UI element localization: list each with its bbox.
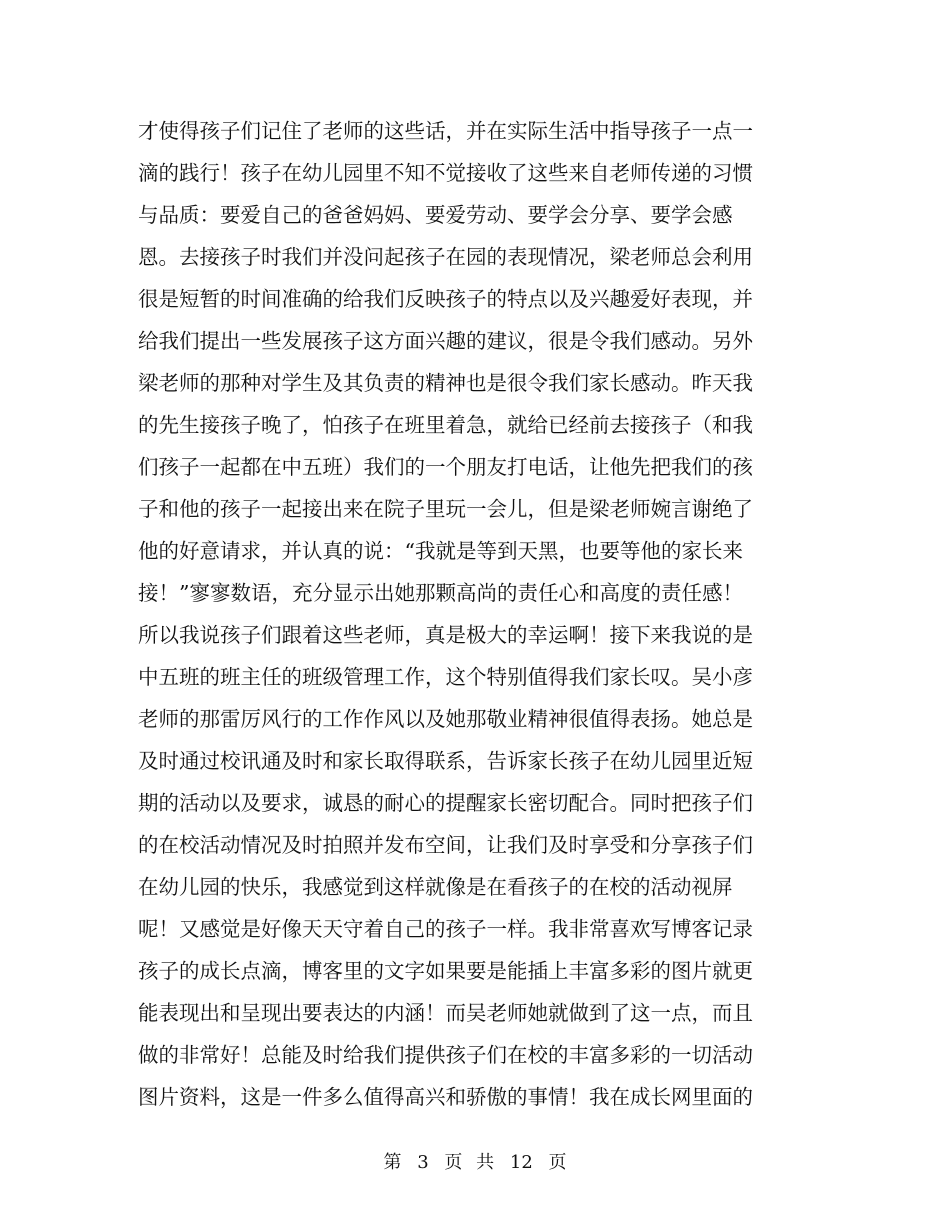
- text-line: 子和他的孩子一起接出来在院子里玩一会儿，但是梁老师婉言谢绝了: [138, 497, 753, 521]
- text-line: 梁老师的那种对学生及其负责的精神也是很令我们家长感动。昨天我: [138, 371, 753, 395]
- body-text: [138, 110, 758, 1118]
- text-line: 的在校活动情况及时拍照并发布空间，让我们及时享受和分享孩子们: [138, 833, 753, 857]
- footer-suffix: 页: [548, 1152, 567, 1173]
- text-line: 恩。去接孩子时我们并没问起孩子在园的表现情况，梁老师总会利用: [138, 245, 753, 269]
- current-page-number: 3: [417, 1152, 429, 1173]
- text-line: 很是短暂的时间准确的给我们反映孩子的特点以及兴趣爱好表现，并: [138, 287, 753, 311]
- text-line: 接！”寥寥数语，充分显示出她那颗高尚的责任心和高度的责任感！: [138, 581, 743, 605]
- footer-prefix: 第: [383, 1152, 402, 1173]
- text-line: 的先生接孩子晚了，怕孩子在班里着急，就给已经前去接孩子（和我: [138, 413, 753, 437]
- page-footer: [0, 1150, 950, 1176]
- text-line: 孩子的成长点滴，博客里的文字如果要是能插上丰富多彩的图片就更: [138, 959, 753, 983]
- text-line: 给我们提出一些发展孩子这方面兴趣的建议，很是令我们感动。另外: [138, 329, 753, 353]
- text-line: 能表现出和呈现出要表达的内涵！而吴老师她就做到了这一点，而且: [138, 1001, 753, 1025]
- text-line: 做的非常好！总能及时给我们提供孩子们在校的丰富多彩的一切活动: [138, 1043, 753, 1067]
- text-line: 呢！又感觉是好像天天守着自己的孩子一样。我非常喜欢写博客记录: [138, 917, 753, 941]
- text-line: 老师的那雷厉风行的工作作风以及她那敬业精神很值得表扬。她总是: [138, 707, 753, 731]
- text-line: 在幼儿园的快乐，我感觉到这样就像是在看孩子的在校的活动视屏: [138, 875, 733, 899]
- text-line: 所以我说孩子们跟着这些老师，真是极大的幸运啊！接下来我说的是: [138, 623, 753, 647]
- text-line: 图片资料，这是一件多么值得高兴和骄傲的事情！我在成长网里面的: [138, 1085, 753, 1109]
- text-line: 中五班的班主任的班级管理工作，这个特别值得我们家长叹。吴小彦: [138, 665, 753, 689]
- text-line: 滴的践行！孩子在幼儿园里不知不觉接收了这些来自老师传递的习惯: [138, 161, 753, 185]
- text-line: 才使得孩子们记住了老师的这些话，并在实际生活中指导孩子一点一: [138, 119, 753, 143]
- text-line: 及时通过校讯通及时和家长取得联系，告诉家长孩子在幼儿园里近短: [138, 749, 753, 773]
- footer-page-word: 页: [444, 1152, 463, 1173]
- text-line: 他的好意请求，并认真的说：“我就是等到天黑，也要等他的家长来: [138, 539, 743, 563]
- total-pages-number: 12: [509, 1152, 533, 1173]
- text-line: 与品质：要爱自己的爸爸妈妈、要爱劳动、要学会分享、要学会感: [138, 203, 733, 227]
- text-line: 们孩子一起都在中五班）我们的一个朋友打电话，让他先把我们的孩: [138, 455, 753, 479]
- text-line: 期的活动以及要求，诚恳的耐心的提醒家长密切配合。同时把孩子们: [138, 791, 753, 815]
- footer-total-word: 共: [476, 1152, 495, 1173]
